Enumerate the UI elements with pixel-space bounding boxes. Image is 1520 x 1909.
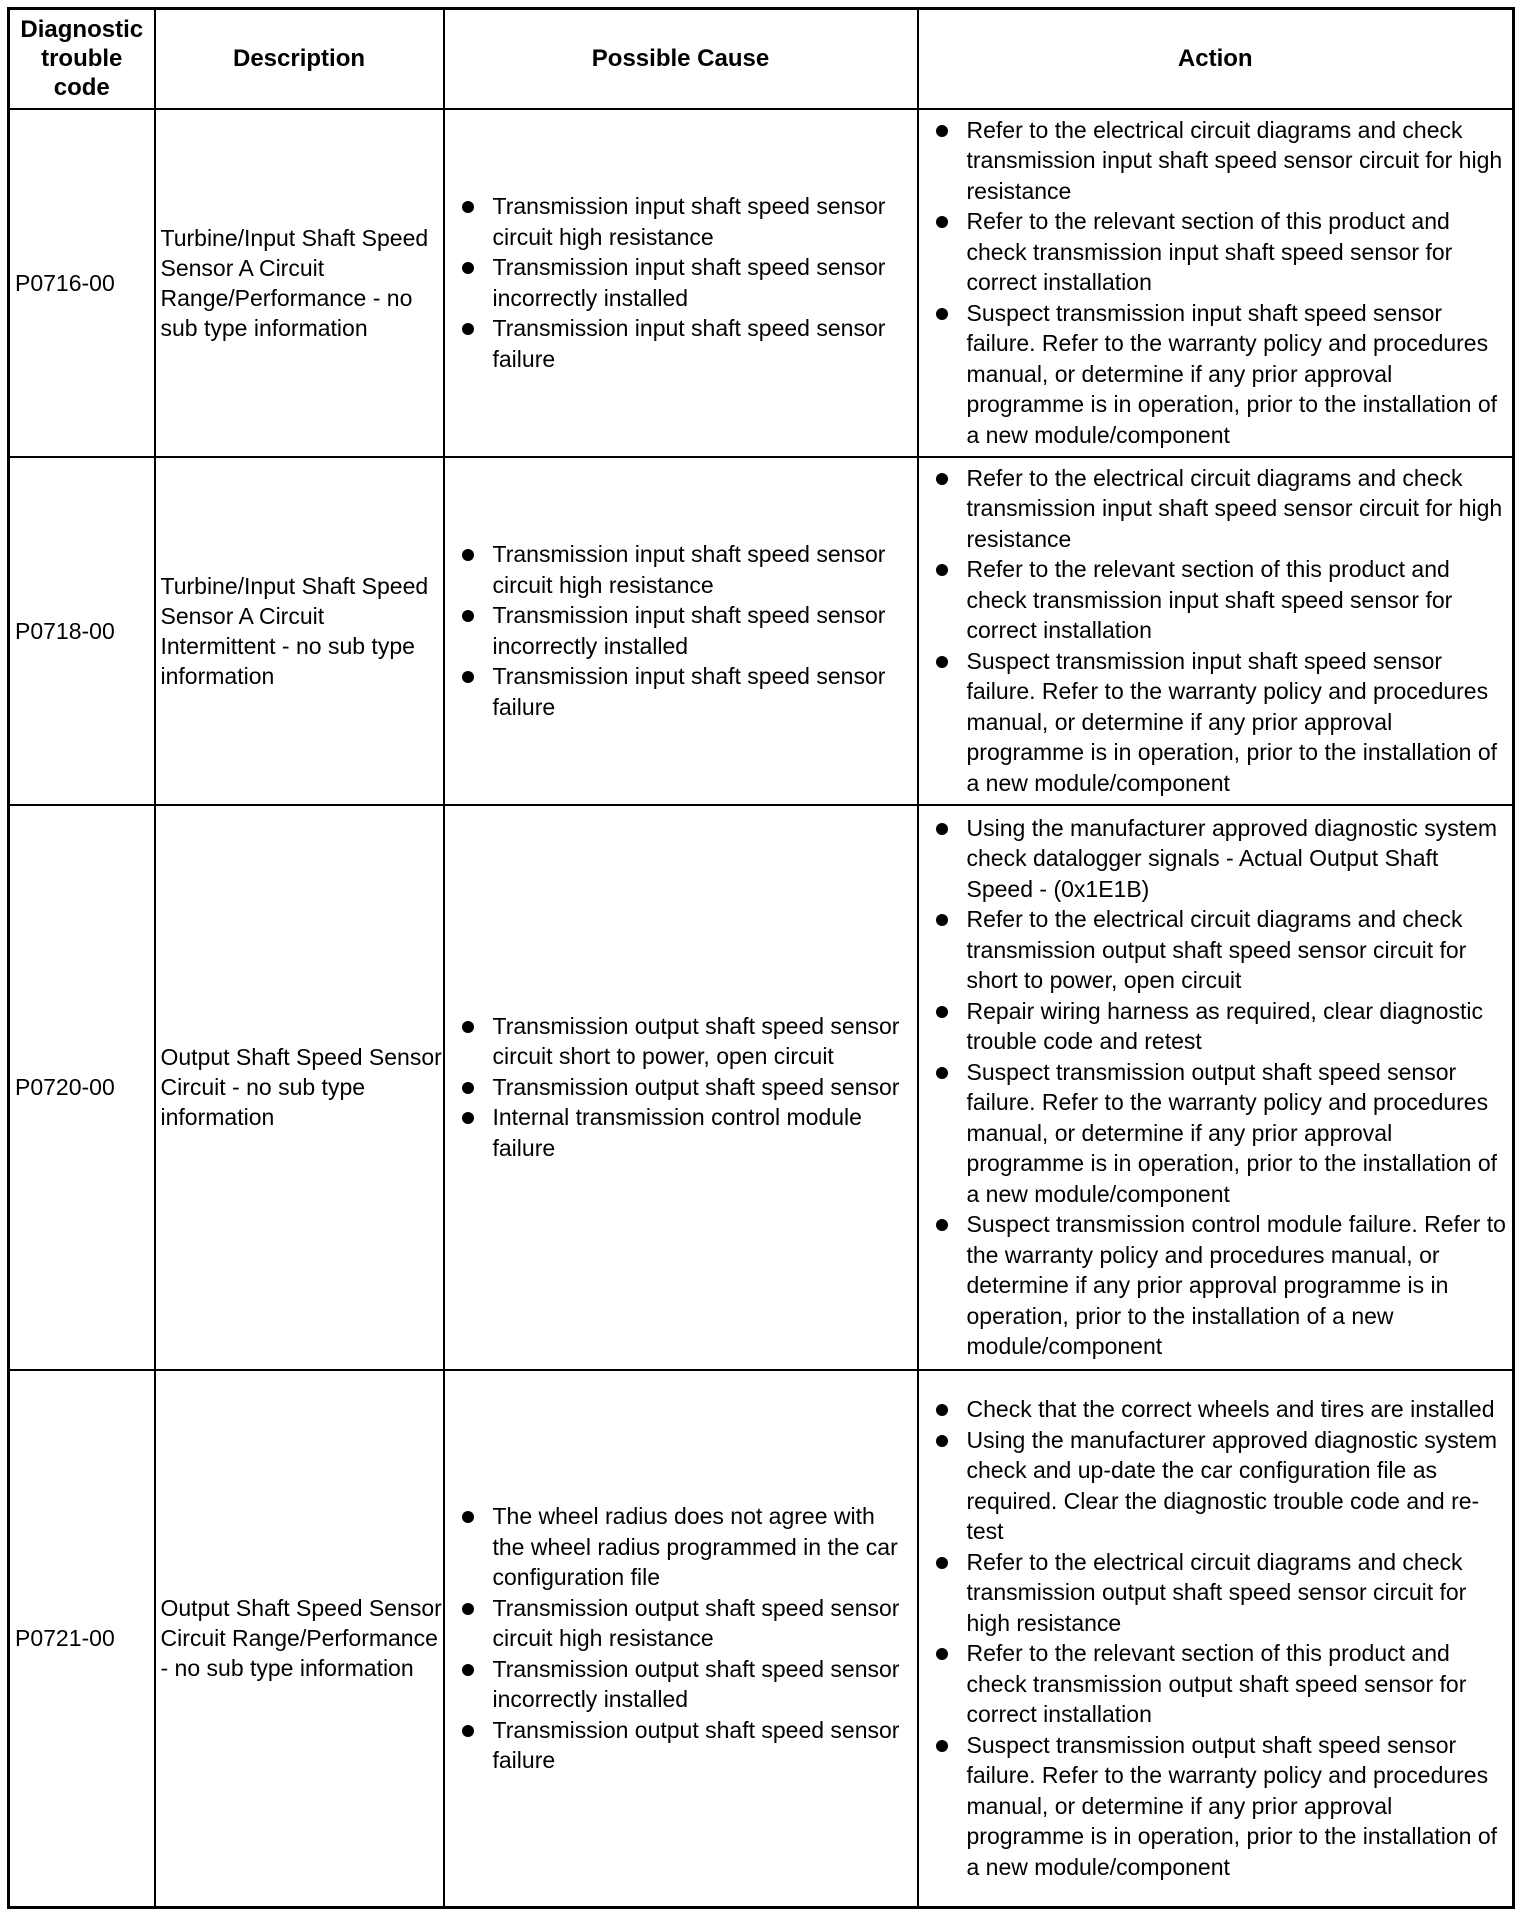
- action-item: Refer to the electrical circuit diagrams and check transmission input shaft speed sensor circuit for high resistance: [929, 463, 1511, 555]
- action-item: Suspect transmission control module failure. Refer to the warranty policy and procedures manual, or determine if any prior approval programme is in operation, prior to the installation of a new module/component: [929, 1209, 1511, 1362]
- cause-item: Transmission input shaft speed sensor failure: [455, 661, 913, 722]
- action-cell: [918, 109, 1514, 457]
- code-cell: P0720-00: [9, 805, 155, 1370]
- cause-item: Internal transmission control module failure: [455, 1102, 913, 1163]
- cause-cell: [444, 457, 918, 805]
- cause-list: [455, 191, 913, 374]
- action-list: [929, 813, 1511, 1362]
- action-item: Refer to the electrical circuit diagrams and check transmission output shaft speed sensor circuit for short to power, open circuit: [929, 904, 1511, 996]
- action-list: [929, 1394, 1511, 1882]
- action-item: Check that the correct wheels and tires are installed: [929, 1394, 1511, 1425]
- cause-item: Transmission input shaft speed sensor failure: [455, 313, 913, 374]
- cause-cell: [444, 1370, 918, 1908]
- cause-list: [455, 1501, 913, 1776]
- action-item: Refer to the relevant section of this product and check transmission input shaft speed sensor for correct installation: [929, 206, 1511, 298]
- action-cell: [918, 457, 1514, 805]
- code-cell: P0716-00: [9, 109, 155, 457]
- cause-item: Transmission input shaft speed sensor incorrectly installed: [455, 600, 913, 661]
- table-row: [9, 457, 1514, 805]
- cause-item: Transmission output shaft speed sensor circuit short to power, open circuit: [455, 1011, 913, 1072]
- cause-item: Transmission input shaft speed sensor incorrectly installed: [455, 252, 913, 313]
- cause-cell: [444, 805, 918, 1370]
- action-item: Refer to the relevant section of this product and check transmission input shaft speed sensor for correct installation: [929, 554, 1511, 646]
- header-action: Action: [918, 9, 1514, 109]
- action-item: Using the manufacturer approved diagnostic system check datalogger signals - Actual Output Shaft Speed - (0x1E1B): [929, 813, 1511, 905]
- action-cell: [918, 1370, 1514, 1908]
- header-description: Description: [155, 9, 444, 109]
- header-code: Diagnostic trouble code: [9, 9, 155, 109]
- description-cell: Turbine/Input Shaft Speed Sensor A Circuit Intermittent - no sub type information: [155, 457, 444, 805]
- header-cause: Possible Cause: [444, 9, 918, 109]
- cause-item: Transmission output shaft speed sensor failure: [455, 1715, 913, 1776]
- action-item: Refer to the electrical circuit diagrams and check transmission input shaft speed sensor circuit for high resistance: [929, 115, 1511, 207]
- table-row: [9, 109, 1514, 457]
- action-item: Refer to the electrical circuit diagrams and check transmission output shaft speed sensor circuit for high resistance: [929, 1547, 1511, 1639]
- action-item: Using the manufacturer approved diagnostic system check and up-date the car configuration file as required. Clear the diagnostic trouble code and re-test: [929, 1425, 1511, 1547]
- cause-list: [455, 539, 913, 722]
- action-list: [929, 115, 1511, 451]
- table-row: [9, 1370, 1514, 1908]
- cause-cell: [444, 109, 918, 457]
- action-item: Repair wiring harness as required, clear diagnostic trouble code and retest: [929, 996, 1511, 1057]
- header-row: [9, 9, 1514, 109]
- description-cell: Output Shaft Speed Sensor Circuit - no sub type information: [155, 805, 444, 1370]
- dtc-table: [7, 7, 1515, 1909]
- code-cell: P0718-00: [9, 457, 155, 805]
- cause-item: Transmission output shaft speed sensor incorrectly installed: [455, 1654, 913, 1715]
- action-list: [929, 463, 1511, 799]
- action-item: Suspect transmission output shaft speed sensor failure. Refer to the warranty policy and procedures manual, or determine if any prior approval programme is in operation, prior to the installation of a new module/component: [929, 1730, 1511, 1883]
- cause-item: The wheel radius does not agree with the wheel radius programmed in the car configuration file: [455, 1501, 913, 1593]
- description-cell: Output Shaft Speed Sensor Circuit Range/Performance - no sub type information: [155, 1370, 444, 1908]
- action-item: Refer to the relevant section of this product and check transmission output shaft speed sensor for correct installation: [929, 1638, 1511, 1730]
- action-item: Suspect transmission input shaft speed sensor failure. Refer to the warranty policy and procedures manual, or determine if any prior approval programme is in operation, prior to the installation of a new module/component: [929, 298, 1511, 451]
- code-cell: P0721-00: [9, 1370, 155, 1908]
- cause-item: Transmission input shaft speed sensor circuit high resistance: [455, 539, 913, 600]
- cause-item: Transmission output shaft speed sensor: [455, 1072, 913, 1103]
- table-row: [9, 805, 1514, 1370]
- action-cell: [918, 805, 1514, 1370]
- description-cell: Turbine/Input Shaft Speed Sensor A Circuit Range/Performance - no sub type information: [155, 109, 444, 457]
- action-item: Suspect transmission input shaft speed sensor failure. Refer to the warranty policy and procedures manual, or determine if any prior approval programme is in operation, prior to the installation of a new module/component: [929, 646, 1511, 799]
- cause-list: [455, 1011, 913, 1164]
- action-item: Suspect transmission output shaft speed sensor failure. Refer to the warranty policy and procedures manual, or determine if any prior approval programme is in operation, prior to the installation of a new module/component: [929, 1057, 1511, 1210]
- cause-item: Transmission output shaft speed sensor circuit high resistance: [455, 1593, 913, 1654]
- cause-item: Transmission input shaft speed sensor circuit high resistance: [455, 191, 913, 252]
